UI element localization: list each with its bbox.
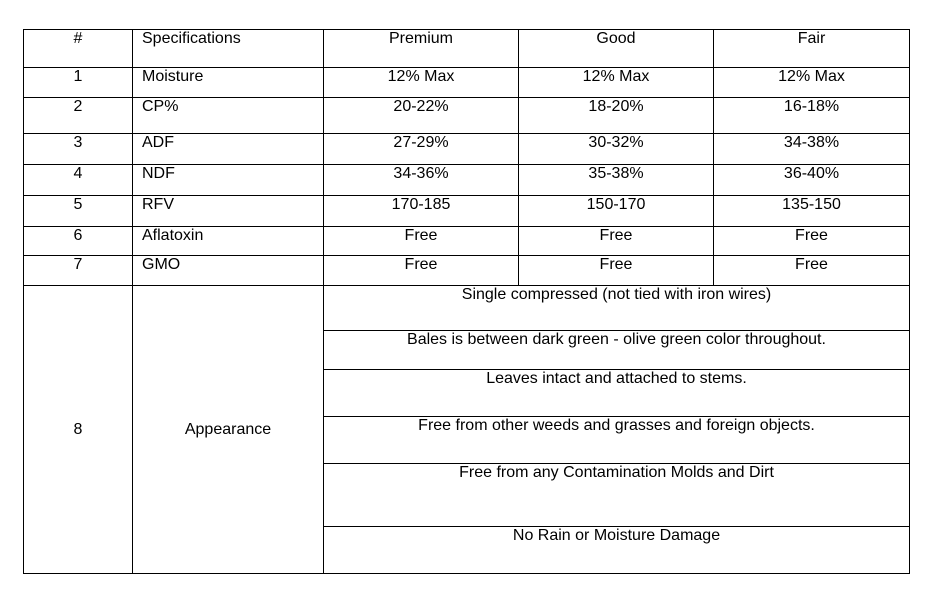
row-premium-value: 34-36% <box>324 165 519 196</box>
appearance-number: 8 <box>24 286 133 574</box>
row-fair-value: 34-38% <box>714 134 910 165</box>
row-premium-value: Free <box>324 227 519 256</box>
table-row <box>24 256 910 286</box>
row-fair-value: Free <box>714 227 910 256</box>
row-number: 1 <box>24 68 133 98</box>
row-number: 6 <box>24 227 133 256</box>
table-row <box>24 165 910 196</box>
table-row <box>24 134 910 165</box>
row-premium-value: 27-29% <box>324 134 519 165</box>
row-fair-value: 12% Max <box>714 68 910 98</box>
row-good-value: Free <box>519 256 714 286</box>
row-premium-value: 20-22% <box>324 98 519 134</box>
table-row <box>24 227 910 256</box>
header-number: # <box>24 30 133 68</box>
appearance-line: Free from other weeds and grasses and foreign objects. <box>324 417 910 464</box>
appearance-line: No Rain or Moisture Damage <box>324 527 910 574</box>
row-fair-value: Free <box>714 256 910 286</box>
appearance-label: Appearance <box>133 286 324 574</box>
appearance-line: Free from any Contamination Molds and Dirt <box>324 464 910 527</box>
row-good-value: 12% Max <box>519 68 714 98</box>
table-header-row <box>24 30 910 68</box>
row-fair-value: 16-18% <box>714 98 910 134</box>
row-premium-value: 170-185 <box>324 196 519 227</box>
appearance-line: Bales is between dark green - olive green color throughout. <box>324 331 910 370</box>
row-specification: GMO <box>133 256 324 286</box>
row-number: 3 <box>24 134 133 165</box>
appearance-line: Leaves intact and attached to stems. <box>324 370 910 417</box>
header-good: Good <box>519 30 714 68</box>
row-number: 4 <box>24 165 133 196</box>
header-specifications: Specifications <box>133 30 324 68</box>
header-premium: Premium <box>324 30 519 68</box>
row-specification: RFV <box>133 196 324 227</box>
row-specification: NDF <box>133 165 324 196</box>
row-specification: Aflatoxin <box>133 227 324 256</box>
row-number: 5 <box>24 196 133 227</box>
row-specification: ADF <box>133 134 324 165</box>
row-number: 2 <box>24 98 133 134</box>
header-fair: Fair <box>714 30 910 68</box>
appearance-row <box>24 286 910 331</box>
row-fair-value: 36-40% <box>714 165 910 196</box>
row-premium-value: 12% Max <box>324 68 519 98</box>
table-row <box>24 196 910 227</box>
table-row <box>24 68 910 98</box>
appearance-line: Single compressed (not tied with iron wires) <box>324 286 910 331</box>
row-specification: Moisture <box>133 68 324 98</box>
row-number: 7 <box>24 256 133 286</box>
specifications-table <box>23 29 910 574</box>
row-fair-value: 135-150 <box>714 196 910 227</box>
row-specification: CP% <box>133 98 324 134</box>
table-row <box>24 98 910 134</box>
row-good-value: 30-32% <box>519 134 714 165</box>
row-good-value: 18-20% <box>519 98 714 134</box>
row-good-value: Free <box>519 227 714 256</box>
row-good-value: 35-38% <box>519 165 714 196</box>
row-good-value: 150-170 <box>519 196 714 227</box>
row-premium-value: Free <box>324 256 519 286</box>
